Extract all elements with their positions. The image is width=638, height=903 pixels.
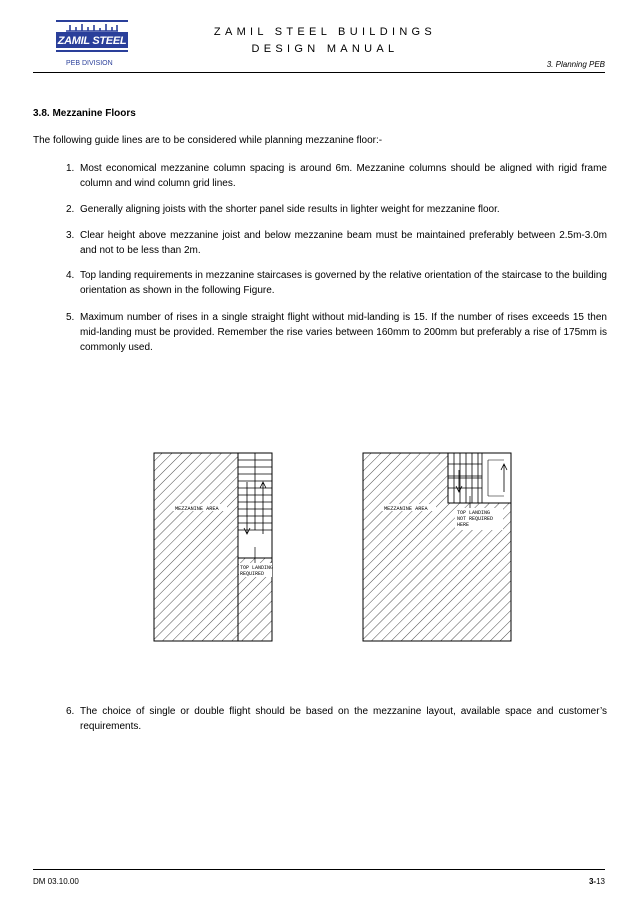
list-text: Top landing requirements in mezzanine staircases is governed by the relative orientation of the staircase to the building orientation as shown in the following Figure.: [80, 270, 607, 296]
list-text: Clear height above mezzanine joist and below mezzanine beam must be maintained preferably between 2.5m-3.0m and not to be less than 2m.: [80, 230, 607, 256]
note-line-1: TOP LANDING: [457, 510, 491, 516]
list-number: 1.: [66, 163, 75, 174]
page-index: 13: [596, 877, 605, 886]
logo-text: ZAMIL STEEL: [57, 35, 127, 47]
note-line-2: REQUIRED: [240, 571, 265, 577]
title-line-2: DESIGN MANUAL: [251, 43, 399, 55]
section-tag: 3. Planning PEB: [546, 60, 605, 69]
page-number: [589, 877, 605, 886]
staircase-figure-top-landing-required: [153, 452, 273, 642]
arabic-logotype-icon: [64, 23, 120, 32]
list-text: Maximum number of rises in a single straight flight without mid-landing is 15. If the number of rises exceeds 15 then mid-landing must be provided. Remember the rise varies between 160mm to 200mm but preferably a rise of 175mm is commonly used.: [80, 312, 607, 353]
mezzanine-area-label: MEZZANINE AREA: [175, 506, 219, 512]
list-number: 3.: [66, 230, 75, 241]
section-heading: 3.8. Mezzanine Floors: [33, 108, 136, 119]
page-chapter: 3-: [588, 877, 597, 886]
logo-subtitle: PEB DIVISION: [66, 60, 113, 67]
document-reference: DM 03.10.00: [33, 877, 79, 886]
footer-divider: [33, 869, 605, 870]
list-number: 4.: [66, 270, 75, 281]
note-line-3: HERE: [457, 522, 470, 528]
zamil-logo: [56, 20, 128, 60]
list-text: Generally aligning joists with the shorter panel side results in lighter weight for mezzanine floor.: [80, 204, 500, 215]
list-number: 6.: [66, 706, 75, 717]
list-text: The choice of single or double flight should be based on the mezzanine layout, available space and customer’s requirements.: [80, 706, 607, 732]
list-number: 5.: [66, 312, 75, 323]
list-number: 2.: [66, 204, 75, 215]
mezzanine-area-hatch: [154, 453, 238, 641]
header-divider: [33, 72, 605, 73]
note-line-1: TOP LANDING: [240, 565, 273, 571]
staircase-figure-top-landing-not-required: [362, 452, 522, 642]
mezzanine-area-label: MEZZANINE AREA: [384, 506, 428, 512]
intro-paragraph: The following guide lines are to be considered while planning mezzanine floor:-: [33, 135, 383, 146]
note-line-2: NOT REQUIRED: [457, 516, 494, 522]
document-title: [150, 24, 500, 58]
list-text: Most economical mezzanine column spacing is around 6m. Mezzanine columns should be aligned with rigid frame column and wind column grid lines.: [80, 163, 607, 189]
title-line-1: ZAMIL STEEL BUILDINGS: [213, 26, 437, 38]
